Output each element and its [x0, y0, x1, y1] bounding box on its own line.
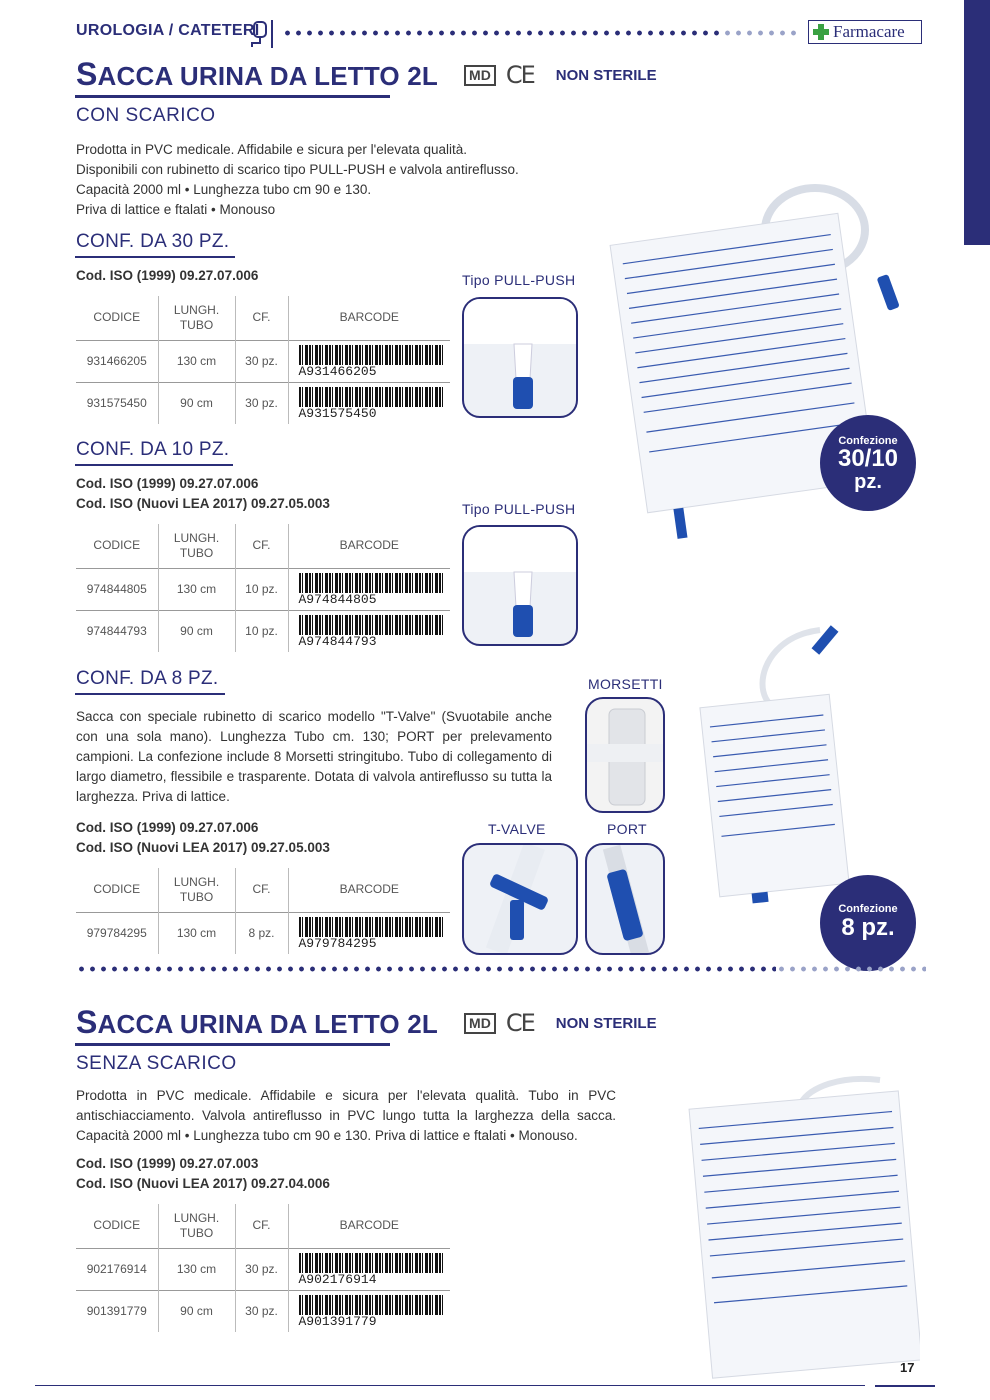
- clamp-image: [585, 697, 665, 813]
- product-code: 979784295: [76, 912, 158, 954]
- divider-dots: [776, 966, 926, 972]
- pack-quantity: 8 pz.: [235, 912, 288, 954]
- pack-underline: [75, 256, 235, 258]
- table-header-row: [76, 868, 450, 912]
- barcode-bars: [299, 1253, 445, 1273]
- title-row: [76, 56, 657, 94]
- barcode: [288, 382, 450, 424]
- barcode: [288, 1248, 450, 1290]
- category-header: UROLOGIA / CATETERI: [76, 22, 260, 39]
- pack-quantity: 10 pz.: [235, 568, 288, 610]
- badge-label: Confezione: [838, 435, 898, 447]
- urine-bag-image: [680, 1070, 920, 1380]
- column-header-length: LUNGH. TUBO: [158, 868, 235, 912]
- barcode: [288, 610, 450, 652]
- footer-line: [35, 1385, 865, 1386]
- column-header-length: LUNGH. TUBO: [158, 1204, 235, 1248]
- table-row: [76, 382, 450, 424]
- image-label: MORSETTI: [588, 676, 663, 692]
- column-header-barcode: BARCODE: [339, 1218, 399, 1233]
- divider-dots: [76, 966, 776, 972]
- barcode-number: A901391779: [298, 1313, 377, 1329]
- pack-badge: [820, 875, 916, 971]
- product-table: [76, 296, 450, 424]
- tube-length: 130 cm: [158, 1248, 235, 1290]
- pack-title: CONF. DA 8 PZ.: [76, 668, 219, 689]
- product-table: [76, 524, 450, 652]
- description-line: Priva di lattice e ftalati • Monouso: [76, 202, 276, 217]
- barcode-number: A902176914: [298, 1271, 377, 1287]
- pack-underline: [75, 693, 225, 695]
- t-valve-image: [462, 843, 578, 955]
- badge-unit: pz.: [854, 471, 882, 493]
- port-image: [585, 843, 665, 955]
- column-header-cf: CF.: [235, 1204, 288, 1248]
- ce-mark: CE: [505, 1009, 534, 1037]
- brand-name: Farmacare: [833, 22, 905, 41]
- md-mark: MD: [464, 1013, 496, 1034]
- cross-icon: [813, 24, 829, 40]
- product-subtitle: SENZA SCARICO: [76, 1053, 237, 1074]
- product-subtitle: CON SCARICO: [76, 105, 216, 126]
- pack-quantity: 30 pz.: [235, 340, 288, 382]
- iso-code: Cod. ISO (1999) 09.27.07.003: [76, 1156, 259, 1171]
- iso-code: Cod. ISO (Nuovi LEA 2017) 09.27.05.003: [76, 840, 330, 855]
- barcode-bars: [299, 1295, 445, 1315]
- barcode-number: A974844805: [298, 591, 377, 607]
- column-header-cf: CF.: [235, 868, 288, 912]
- table-row: [76, 912, 450, 954]
- tube-length: 130 cm: [158, 568, 235, 610]
- barcode-number: A931466205: [298, 363, 377, 379]
- ce-mark: CE: [505, 61, 534, 89]
- badge-qty: 8 pz.: [841, 914, 895, 941]
- table-row: [76, 340, 450, 382]
- title-underline: [75, 95, 390, 98]
- product-title: SACCA URINA DA LETTO 2L: [76, 1004, 439, 1040]
- barcode: [288, 568, 450, 610]
- product-description: Prodotta in PVC medicale. Affidabile e sicura per l'elevata qualità. Tubo in PVC antischiacciamento. Valvola antireflusso in PVC lungo tutta la larghezza della sacca. Capacità 2000 ml • Lunghezza tubo cm 90 e 130. Priva di lattice e ftalati • Monouso.: [76, 1088, 616, 1143]
- product-code: 931575450: [76, 382, 158, 424]
- image-label: Tipo PULL-PUSH: [462, 501, 576, 517]
- iso-codes: [76, 1154, 636, 1194]
- column-header-barcode: BARCODE: [339, 310, 399, 325]
- barcode-bars: [299, 387, 445, 407]
- description-line: Prodotta in PVC medicale. Affidabile e sicura per l'elevata qualità.: [76, 142, 468, 157]
- barcode-bars: [299, 573, 445, 593]
- column-header-barcode: BARCODE: [339, 882, 399, 897]
- description-line: Disponibili con rubinetto di scarico tipo PULL-PUSH e valvola antireflusso.: [76, 162, 519, 177]
- barcode: [288, 912, 450, 954]
- image-label: T-VALVE: [488, 821, 546, 837]
- tube-length: 130 cm: [158, 340, 235, 382]
- pack-quantity: 10 pz.: [235, 610, 288, 652]
- barcode-bars: [299, 345, 445, 365]
- column-header-barcode: BARCODE: [339, 538, 399, 553]
- iso-code: Cod. ISO (1999) 09.27.07.006: [76, 820, 259, 835]
- column-header-code: CODICE: [76, 296, 158, 340]
- pack-quantity: 30 pz.: [235, 1290, 288, 1332]
- barcode-bars: [299, 615, 445, 635]
- page-number: 17: [900, 1360, 915, 1375]
- title-underline: [75, 1043, 390, 1046]
- table-row: [76, 1290, 450, 1332]
- column-header-code: CODICE: [76, 524, 158, 568]
- column-header-length: LUNGH. TUBO: [158, 524, 235, 568]
- tube-length: 90 cm: [158, 610, 235, 652]
- product-code: 902176914: [76, 1248, 158, 1290]
- table-header-row: [76, 296, 450, 340]
- table-header-row: [76, 524, 450, 568]
- sterility-label: NON STERILE: [555, 1014, 657, 1032]
- product-code: 974844793: [76, 610, 158, 652]
- pack-quantity: 30 pz.: [235, 382, 288, 424]
- column-header-code: CODICE: [76, 868, 158, 912]
- table-row: [76, 1248, 450, 1290]
- barcode: [288, 1290, 450, 1332]
- product-table: [76, 1204, 450, 1332]
- title-row: [76, 1004, 657, 1042]
- product-code: 974844805: [76, 568, 158, 610]
- iso-code: Cod. ISO (1999) 09.27.07.006: [76, 268, 259, 283]
- pack-title: CONF. DA 10 PZ.: [76, 439, 230, 460]
- urine-bag-icon: [248, 19, 278, 49]
- divider-dots: [722, 30, 802, 36]
- column-header-length: LUNGH. TUBO: [158, 296, 235, 340]
- image-label: Tipo PULL-PUSH: [462, 272, 576, 288]
- table-row: [76, 610, 450, 652]
- tube-length: 90 cm: [158, 382, 235, 424]
- sterility-label: NON STERILE: [555, 66, 657, 84]
- barcode-number: A931575450: [298, 405, 377, 421]
- badge-label: Confezione: [838, 903, 898, 915]
- barcode: [288, 340, 450, 382]
- pack-title: CONF. DA 30 PZ.: [76, 231, 230, 252]
- footer-line: [875, 1385, 935, 1387]
- barcode-bars: [299, 917, 445, 937]
- barcode-number: A979784295: [298, 935, 377, 951]
- image-label: PORT: [607, 821, 647, 837]
- iso-code: Cod. ISO (Nuovi LEA 2017) 09.27.04.006: [76, 1176, 330, 1191]
- product-description: [76, 140, 636, 220]
- description-line: Capacità 2000 ml • Lunghezza tubo cm 90 e 130.: [76, 182, 372, 197]
- pack-badge: [820, 415, 916, 511]
- tube-length: 90 cm: [158, 1290, 235, 1332]
- table-header-row: [76, 1204, 450, 1248]
- table-row: [76, 568, 450, 610]
- tube-length: 130 cm: [158, 912, 235, 954]
- iso-code: Cod. ISO (Nuovi LEA 2017) 09.27.05.003: [76, 496, 330, 511]
- pack-underline: [75, 464, 233, 466]
- iso-code: Cod. ISO (1999) 09.27.07.006: [76, 476, 259, 491]
- brand-logo: [808, 20, 922, 44]
- product-title: SACCA URINA DA LETTO 2L: [76, 56, 439, 92]
- product2-section: [76, 1004, 657, 1332]
- section-tab: [964, 0, 990, 245]
- pack-description: Sacca con speciale rubinetto di scarico modello "T-Valve" (Svuotabile anche con una sola mano). Lunghezza Tubo cm. 130; PORT per prelevamento campioni. La confezione include 8 Morsetti stringitubo. Tubo di collegamento di largo diametro, flessibile e trasparente. Dotata di valvola antireflusso su tutta la larghezza. Priva di lattice.: [76, 709, 552, 804]
- divider-dots: [282, 30, 722, 36]
- md-mark: MD: [464, 65, 496, 86]
- product-code: 931466205: [76, 340, 158, 382]
- product-code: 901391779: [76, 1290, 158, 1332]
- pack-quantity: 30 pz.: [235, 1248, 288, 1290]
- column-header-cf: CF.: [235, 524, 288, 568]
- barcode-number: A974844793: [298, 633, 377, 649]
- column-header-cf: CF.: [235, 296, 288, 340]
- badge-qty: 30/10: [837, 445, 899, 472]
- column-header-code: CODICE: [76, 1204, 158, 1248]
- product-table: [76, 868, 450, 954]
